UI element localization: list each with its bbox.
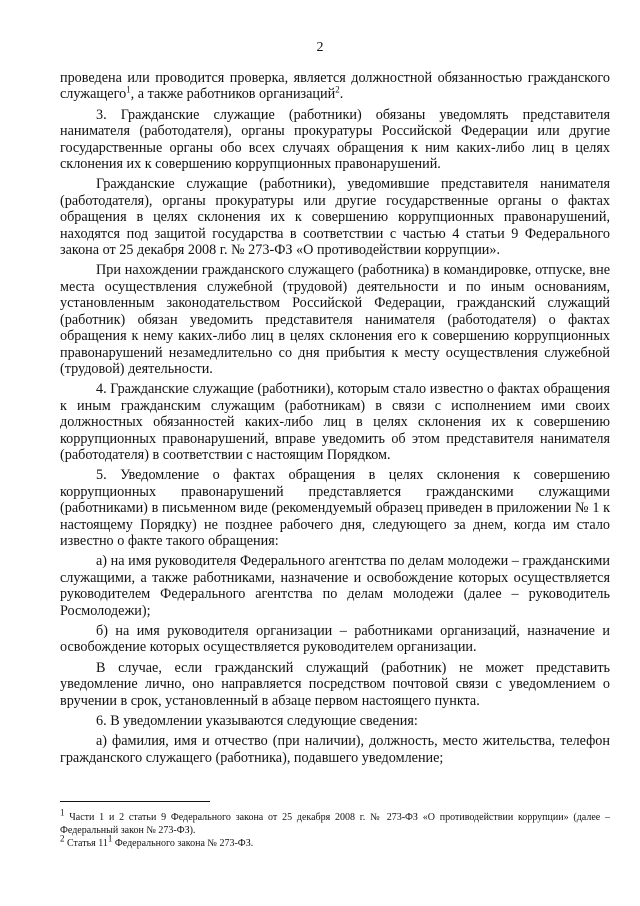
text-run: а) на имя руководителя Федерального агентства по делам молодежи – гражданскими служащими, а также работниками, назначение и освобождение которых осуществляется руководителем Федерального агентства по делам молодежи (далее – руководитель Росмолодежи); <box>60 553 610 619</box>
text-run: 6. В уведомлении указываются следующие сведения: <box>96 713 418 730</box>
text-run: б) на имя руководителя организации – работниками организаций, назначение и освобождение которых осуществляется руководителем организации. <box>60 623 610 656</box>
text-run: Части 1 и 2 статьи 9 Федерального закона от 25 декабря 2008 г. № 273-ФЗ «О противодействии коррупции» (далее – Федеральный закон № 273-ФЗ). <box>60 812 610 836</box>
paragraph <box>60 553 610 619</box>
paragraph <box>60 660 610 709</box>
text-run: проведена или проводится проверка, является должностной обязанностью гражданского служащего <box>60 70 610 103</box>
text-run: . <box>339 86 344 103</box>
footnote-reference: 1 <box>126 84 131 95</box>
paragraph <box>60 176 610 258</box>
text-run: Гражданские служащие (работники), уведомившие представителя нанимателя (работодателя), органы прокуратуры или другие государственные органы о фактах обращения в целях склонения их к совершению коррупционных правонарушений, находятся под защитой государства в соответствии с частью 4 статьи 9 Федерального закона от 25 декабря 2008 г. № 273-ФЗ «О противодействии коррупции». <box>60 176 610 259</box>
text-run: Статья 11 <box>64 838 108 849</box>
footnote-reference: 1 <box>60 807 65 818</box>
page-number: 2 <box>316 40 324 55</box>
paragraph <box>60 733 610 766</box>
footnote-reference: 2 <box>335 84 340 95</box>
footnote-reference: 1 <box>107 833 113 844</box>
text-run: 5. Уведомление о фактах обращения в целях склонения к совершению коррупционных правонарушений представляется гражданскими служащими (работниками) в письменном виде (рекомендуемый образец приведен в приложении № 1 к настоящему Порядку) не позднее рабочего дня, следующего за днем, когда им стало известно о факте такого обращения: <box>60 467 610 549</box>
text-run: , а также работников организаций <box>130 86 336 103</box>
text-run: При нахождении гражданского служащего (работника) в командировке, отпуске, вне места осуществления служебной (трудовой) деятельности и по иным основаниям, установленным законодательством Российской Федерации, гражданский служащий (работник) обязан уведомить представителя нанимателя (работодателя) о фактах обращения к нему каких-либо лиц в целях склонения его к совершению коррупционных правонарушений незамедлительно со дня прибытия к месту осуществления служебной (трудовой) деятельности. <box>60 262 610 377</box>
paragraph <box>60 262 610 377</box>
paragraph <box>60 70 610 103</box>
footnote-reference: 2 <box>60 833 65 844</box>
text-run: Федерального закона № 273-ФЗ. <box>112 838 254 849</box>
text-run: 4. Гражданские служащие (работники), которым стало известно о фактах обращения к иным гражданским служащим (работникам) в связи с исполнением ими своих должностных обязанностей каких-либо лиц в целях склонения их к совершению коррупционных правонарушений, вправе уведомить об этом представителя нанимателя (работодателя) в соответствии с настоящим Порядком. <box>60 381 610 463</box>
paragraph <box>60 381 610 463</box>
footnote <box>60 833 610 851</box>
text-run: 3. Гражданские служащие (работники) обязаны уведомлять представителя нанимателя (работодателя), органы прокуратуры Российской Федерации или другие государственные органы обо всех случаях обращения к ним каких-либо лиц в целях склонения их к совершению коррупционных правонарушений. <box>60 106 610 173</box>
paragraph <box>60 467 610 549</box>
text-run: а) фамилия, имя и отчество (при наличии), должность, место жительства, телефон гражданского служащего (работника), подавшего уведомление; <box>60 733 610 766</box>
document-body <box>60 70 610 770</box>
footnote <box>60 807 610 837</box>
paragraph <box>60 713 610 729</box>
paragraph <box>60 107 610 173</box>
text-run: В случае, если гражданский служащий (работник) не может представить уведомление лично, оно направляется посредством почтовой связи с уведомлением о вручении в срок, установленный в абзаце первом настоящего пункта. <box>60 659 610 709</box>
footnotes <box>60 807 610 852</box>
footnote-separator <box>60 801 210 802</box>
paragraph <box>60 623 610 656</box>
